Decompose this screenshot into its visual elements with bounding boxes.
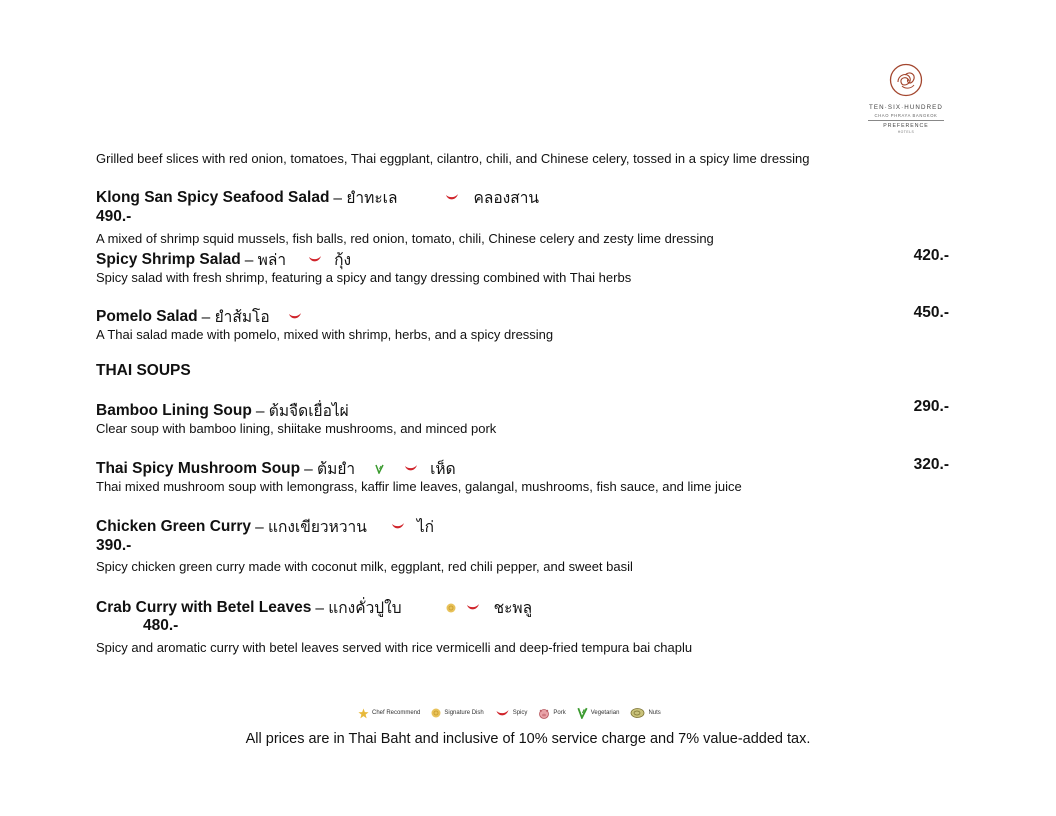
menu-item-title — [96, 185, 539, 210]
menu-item-name: Pomelo Salad — [96, 307, 198, 325]
chili-icon — [404, 464, 418, 473]
item-description: A mixed of shrimp squid mussels, fish balls, red onion, tomato, chili, Chinese celery and zesty lime dressing — [96, 231, 714, 246]
signature-dish-icon — [431, 708, 441, 718]
menu-item-title — [96, 514, 434, 539]
menu-item-thai-name: – ต้มจืดเยื่อไผ่ — [255, 403, 349, 420]
item-description: Spicy and aromatic curry with betel leaves served with rice vermicelli and deep-fried tempura bai chaplu — [96, 640, 693, 655]
legend-label: Vegetarian — [590, 710, 620, 716]
menu-item-thai-name: – ยำทะเล — [333, 190, 398, 207]
price-disclaimer: All prices are in Thai Baht and inclusive of 10% service charge and 7% value-added tax. — [245, 731, 811, 747]
chili-icon — [391, 522, 405, 531]
vegetarian-icon — [375, 464, 384, 474]
menu-item-price: 320.- — [913, 456, 949, 473]
menu-item-thai-name-cont: เห็ด — [430, 461, 456, 478]
item-description: Spicy salad with fresh shrimp, featuring a spicy and tangy dressing combined with Thai herbs — [96, 270, 632, 285]
legend-label: Signature Dish — [444, 710, 484, 716]
legend-item — [431, 708, 483, 718]
menu-item-name: Spicy Shrimp Salad — [96, 250, 241, 268]
menu-item-name: Chicken Green Curry — [96, 517, 252, 535]
chili-icon — [445, 193, 459, 202]
star-icon — [358, 708, 369, 719]
menu-item-name: Crab Curry with Betel Leaves — [96, 598, 312, 616]
menu-item-thai-name: – ยำส้มโอ — [201, 309, 270, 326]
chili-icon — [288, 312, 302, 321]
menu-item-price: 480.- — [143, 617, 179, 634]
section-heading: THAI SOUPS — [96, 362, 191, 379]
menu-item-name: Klong San Spicy Seafood Salad — [96, 188, 330, 206]
logo-brand: TEN·SIX·HUNDRED — [869, 104, 943, 111]
item-description: A Thai salad made with pomelo, mixed with shrimp, herbs, and a spicy dressing — [96, 327, 554, 342]
logo-divider — [868, 120, 944, 121]
signature-dish-icon — [446, 603, 456, 613]
pork-icon — [538, 708, 550, 719]
nuts-icon — [630, 707, 645, 719]
legend-item — [538, 708, 565, 719]
chili-icon — [495, 709, 510, 718]
menu-item-thai-name: – แกงเขียวหวาน — [255, 519, 367, 536]
item-description: Clear soup with bamboo lining, shiitake mushrooms, and minced pork — [96, 421, 497, 436]
item-description: Grilled beef slices with red onion, tomatoes, Thai eggplant, cilantro, chili, and Chinese celery, tossed in a spicy lime dressing — [96, 151, 810, 166]
menu-item-price: 420.- — [913, 247, 949, 264]
icon-legend — [358, 704, 661, 722]
legend-item — [577, 707, 620, 719]
menu-item-price: 290.- — [913, 398, 949, 415]
logo-location: CHAO PHRAYA BANGKOK — [874, 113, 938, 118]
menu-item-thai-name-cont: คลองสาน — [473, 190, 539, 207]
menu-item-price: 450.- — [913, 304, 949, 321]
vegetarian-icon — [577, 707, 588, 719]
chili-icon — [466, 603, 480, 612]
menu-item-thai-name: – ต้มยำ — [304, 461, 356, 478]
item-description: Thai mixed mushroom soup with lemongrass, kaffir lime leaves, galangal, mushrooms, fish sauce, and lime juice — [96, 479, 742, 494]
item-description: Spicy chicken green curry made with coconut milk, eggplant, red chili pepper, and sweet basil — [96, 559, 633, 574]
menu-item-thai-name-cont: กุ้ง — [334, 252, 352, 269]
menu-item-thai-name-cont: ไก่ — [416, 519, 435, 536]
menu-item-thai-name: – แกงคั่วปูใบ — [315, 600, 402, 617]
menu-item-price: 390.- — [96, 537, 132, 554]
legend-item — [495, 709, 528, 718]
legend-label: Chef Recommend — [372, 710, 421, 716]
menu-item-name: Thai Spicy Mushroom Soup — [96, 459, 301, 477]
legend-item — [630, 707, 660, 719]
menu-item-thai-name-cont: ชะพลู — [493, 600, 533, 617]
menu-item-title — [96, 247, 351, 272]
logo-collection: PREFERENCE — [883, 123, 929, 129]
menu-item-title — [96, 304, 302, 329]
legend-label: Spicy — [512, 710, 528, 716]
legend-label: Pork — [553, 710, 566, 716]
chili-icon — [308, 255, 322, 264]
legend-label: Nuts — [648, 710, 661, 716]
legend-item — [358, 708, 420, 719]
hotel-logo — [862, 62, 950, 134]
menu-item-price: 490.- — [96, 208, 132, 225]
logo-mark-icon — [888, 62, 924, 98]
menu-item-title — [96, 456, 456, 481]
logo-collection-sub: HOTELS — [897, 130, 915, 134]
menu-item-thai-name: – พล่า — [244, 252, 287, 269]
menu-item-name: Bamboo Lining Soup — [96, 401, 252, 419]
menu-item-title — [96, 398, 349, 423]
